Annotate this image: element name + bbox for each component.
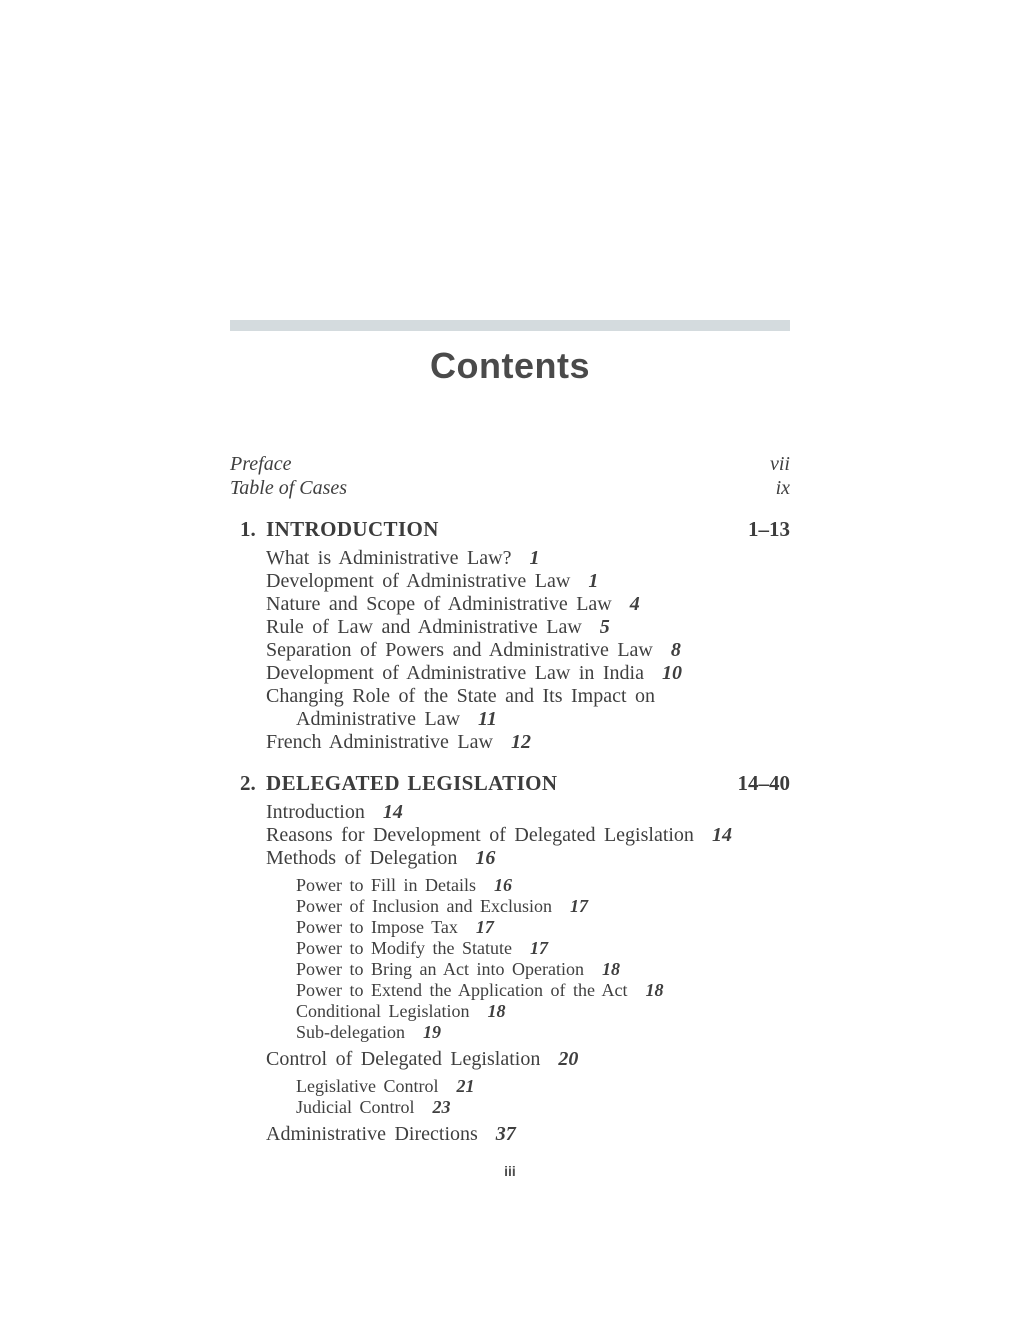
toc-entry-page: 5 [599,615,610,638]
toc-entry [230,639,790,662]
page-number: iii [504,1162,516,1179]
toc-entry-text: Power to Impose Tax [296,916,458,937]
toc-entry [230,980,790,1001]
toc-entry-page: 10 [661,661,682,684]
toc-entry-page: 1 [529,546,540,569]
toc-entry [230,938,790,959]
front-matter-row [230,452,790,476]
toc-entry-text: Administrative Directions [266,1122,478,1145]
toc-entry-text: Sub-delegation [296,1021,405,1042]
toc-entry-text: Development of Administrative Law [266,569,571,592]
toc-entry [230,731,790,754]
toc-entry-text: Changing Role of the State and Its Impact on [266,684,656,707]
toc-entry-page: 14 [711,823,732,846]
toc-entry-text: Power to Fill in Details [296,874,476,895]
toc-entry-text: Administrative Law [296,707,461,730]
toc-entry [230,685,790,731]
toc-entry-page: 23 [432,1096,451,1117]
toc-entry [230,1001,790,1022]
toc-entry [230,1123,790,1146]
toc-entry [230,917,790,938]
chapter-page-range: 14–40 [737,770,790,795]
toc-entry-page: 14 [382,800,403,823]
toc-entry [230,801,790,824]
toc-entry-page: 11 [478,707,497,730]
chapter-entries [230,801,790,1146]
toc-entry [230,547,790,570]
toc-entry-page: 37 [495,1122,516,1145]
toc-entry-text: Judicial Control [296,1096,415,1117]
toc-entry-page: 12 [510,730,531,753]
toc-entry-page: 1 [588,569,599,592]
decorative-rule [230,320,790,331]
toc-entry-text: Separation of Powers and Administrative Law [266,638,653,661]
toc-entry-page: 16 [494,874,512,895]
toc-entry-page: 17 [475,916,494,937]
toc-entry-page: 19 [422,1021,441,1042]
chapter-title: INTRODUCTION [266,516,439,541]
toc-entry-text: Conditional Legislation [296,1000,470,1021]
toc-entry-text: Legislative Control [296,1075,439,1096]
toc-entry-page: 18 [601,958,620,979]
chapter-heading [230,517,790,542]
toc-entry [230,662,790,685]
chapter-block [230,517,790,754]
toc-entry-text: Nature and Scope of Administrative Law [266,592,612,615]
toc-entry-page: 18 [487,1000,506,1021]
toc-entry-page: 17 [529,937,548,958]
toc-entry-page: 18 [645,979,664,1000]
toc-entry-text: French Administrative Law [266,730,493,753]
toc-entry-text: Power of Inclusion and Exclusion [296,895,552,916]
toc-entry-page: 16 [475,846,496,869]
toc-entry [230,1048,790,1071]
toc-entry-text: Power to Bring an Act into Operation [296,958,584,979]
toc-entry-text: Control of Delegated Legislation [266,1047,541,1070]
toc-entry [230,1076,790,1097]
toc-entry-text: Introduction [266,800,365,823]
chapter-number: 2. [240,770,256,795]
toc-entry [230,1097,790,1118]
toc-entry [230,593,790,616]
toc-entry-page: 20 [558,1047,579,1070]
front-matter-page: vii [770,452,790,475]
toc-entry-page: 17 [569,895,588,916]
toc-entry-text: Development of Administrative Law in India [266,661,644,684]
chapter-page-range: 1–13 [748,516,790,541]
toc-list [230,517,790,1146]
toc-entry [230,824,790,847]
toc-entry-text: What is Administrative Law? [266,546,512,569]
front-matter-page: ix [775,476,790,499]
toc-entry-page: 8 [670,638,681,661]
chapter-block [230,771,790,1146]
toc-entry [230,875,790,896]
toc-entry-page: 21 [456,1075,475,1096]
chapter-heading [230,771,790,796]
toc-entry-text: Rule of Law and Administrative Law [266,615,582,638]
toc-entry-page: 4 [629,592,640,615]
toc-entry-text: Power to Modify the Statute [296,937,512,958]
toc-entry [230,1022,790,1043]
chapter-title: DELEGATED LEGISLATION [266,770,558,795]
toc-entry-text: Reasons for Development of Delegated Legislation [266,823,694,846]
toc-entry-text: Methods of Delegation [266,846,458,869]
toc-entry [230,847,790,870]
page-title: Contents [430,345,590,386]
toc-entry [230,570,790,593]
toc-entry-text: Power to Extend the Application of the Act [296,979,628,1000]
toc-entry [230,896,790,917]
front-matter-row [230,476,790,500]
toc-entry [230,959,790,980]
front-matter-label: Preface [230,452,292,475]
chapter-number: 1. [240,516,256,541]
toc-entry-continuation [266,708,790,731]
chapter-entries [230,547,790,754]
front-matter-list [230,452,790,500]
front-matter-label: Table of Cases [230,476,348,499]
content-column [230,0,790,1179]
toc-entry [230,616,790,639]
